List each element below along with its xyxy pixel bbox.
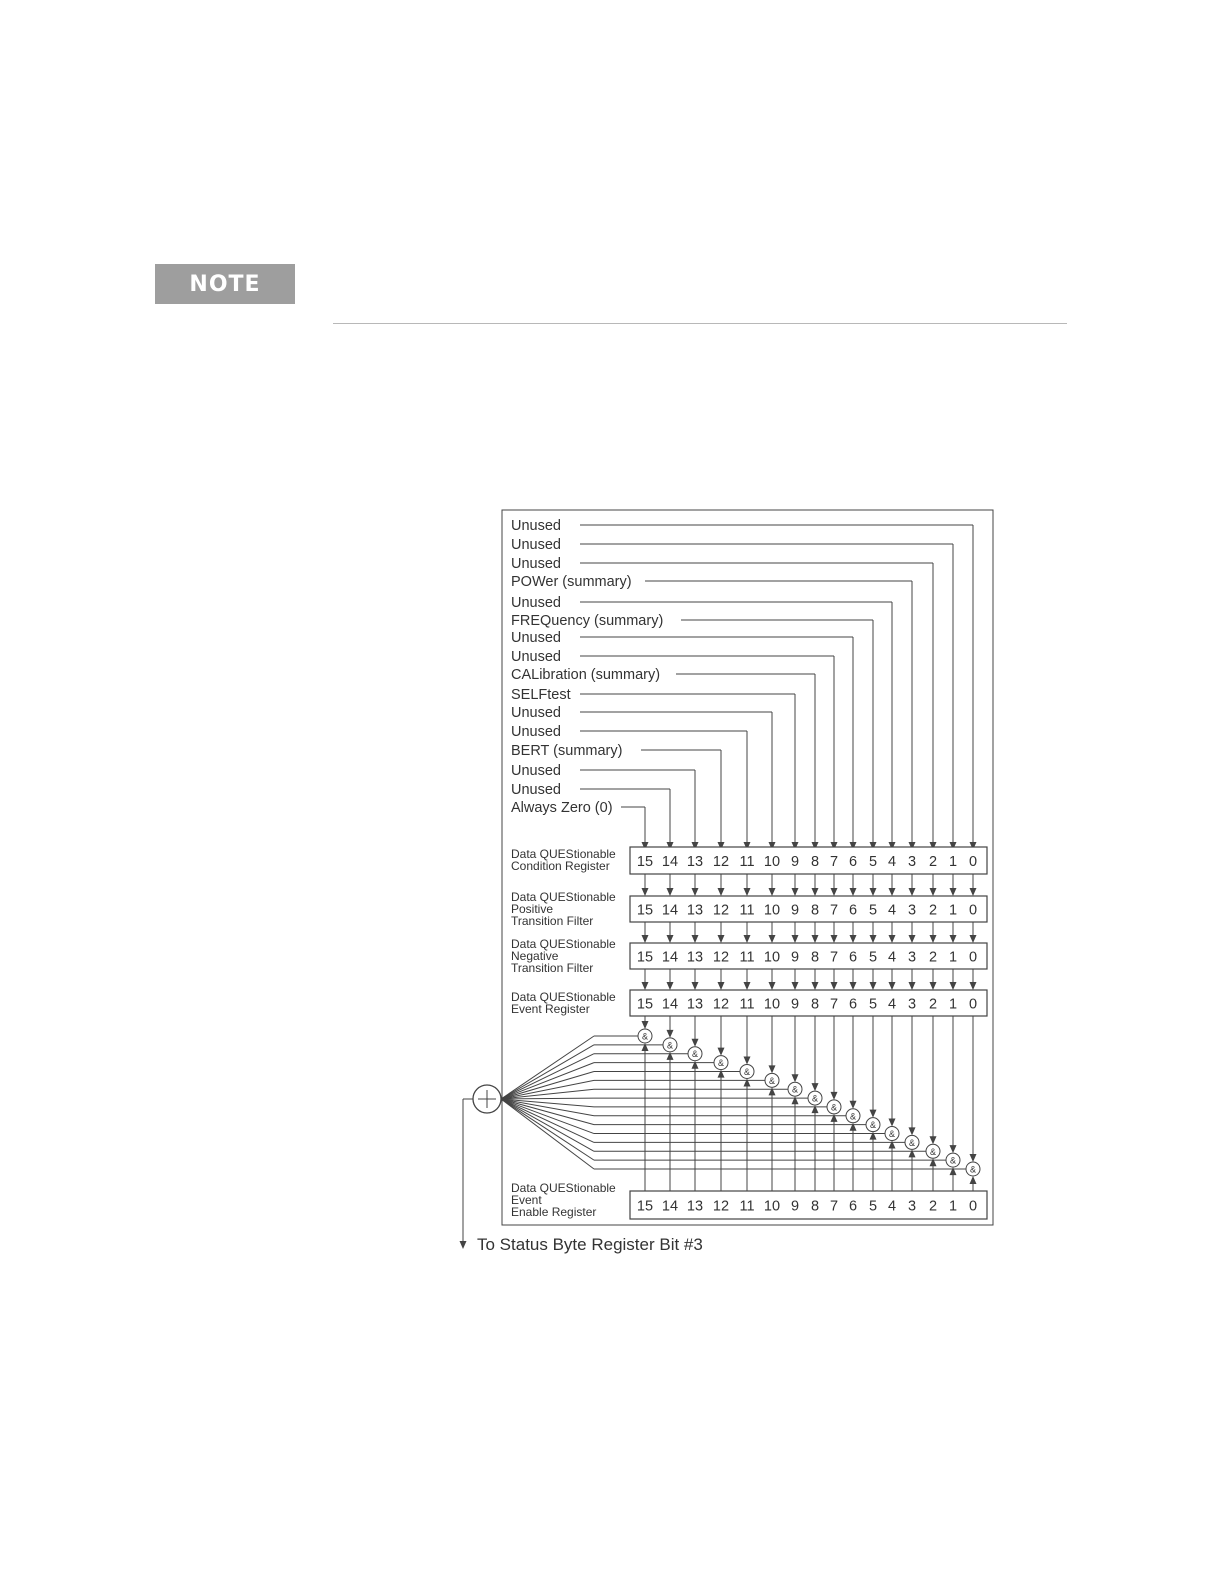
bit-number: 4 (887, 854, 897, 870)
and-gate-symbol: & (641, 1031, 649, 1042)
and-gate-symbol: & (929, 1146, 937, 1157)
bit-number: 11 (739, 902, 755, 919)
input-label: Unused (511, 556, 561, 572)
register-label: Data QUEStionable (511, 890, 616, 904)
input-label: Unused (511, 537, 561, 553)
arrowhead-down (850, 982, 857, 990)
arrowhead-down (667, 1030, 674, 1038)
bit-number: 13 (686, 1198, 704, 1215)
arrowhead-up (812, 1105, 819, 1113)
register-label: Transition Filter (511, 961, 594, 975)
input-label: BERT (summary) (511, 743, 623, 759)
register-label: Data QUEStionable (511, 937, 616, 951)
arrowhead-down (870, 935, 877, 943)
bit-number: 3 (907, 902, 917, 919)
arrowhead-down (792, 935, 799, 943)
bit-number: 6 (848, 902, 858, 919)
fan-in-line (501, 1099, 594, 1134)
arrowhead-down (950, 935, 957, 943)
arrowhead-down (812, 982, 819, 990)
arrowhead-down (831, 1092, 838, 1100)
bit-number: 11 (739, 996, 755, 1013)
and-gate-symbol: & (869, 1120, 877, 1131)
arrowhead-down (909, 982, 916, 990)
arrowhead-down (870, 888, 877, 896)
bit-number: 6 (848, 949, 858, 966)
arrowhead-down (831, 888, 838, 896)
input-label: Unused (511, 649, 561, 665)
arrowhead-down (870, 1110, 877, 1118)
arrowhead-down (642, 982, 649, 990)
bit-number: 5 (868, 996, 878, 1013)
register-label: Positive (511, 902, 554, 916)
input-label: Always Zero (0) (511, 800, 613, 816)
arrowhead-down (870, 982, 877, 990)
bit-number: 4 (887, 949, 897, 966)
arrowhead-up (889, 1141, 896, 1149)
arrowhead-up (870, 1132, 877, 1140)
arrowhead-down (744, 888, 751, 896)
bit-number: 1 (948, 854, 958, 870)
bit-number: 2 (928, 854, 938, 870)
bit-number: 3 (907, 1198, 917, 1215)
and-gate-symbol: & (811, 1093, 819, 1104)
bit-number: 12 (712, 1198, 730, 1215)
arrowhead-down (642, 1021, 649, 1029)
bit-number: 13 (686, 949, 704, 966)
arrowhead-up (792, 1096, 799, 1104)
arrowhead-down (909, 935, 916, 943)
bit-number: 15 (636, 949, 654, 966)
fan-in-line (501, 1099, 594, 1160)
input-label: Unused (511, 630, 561, 646)
fan-in-line (501, 1099, 594, 1151)
and-gate-symbol: & (969, 1164, 977, 1175)
arrowhead-down (831, 982, 838, 990)
bit-number: 2 (928, 996, 938, 1013)
arrowhead-down (909, 1127, 916, 1135)
arrowhead-down (970, 982, 977, 990)
bit-number: 13 (686, 996, 704, 1013)
arrowhead-down (744, 1056, 751, 1064)
arrowhead-up (850, 1123, 857, 1131)
bit-number: 6 (848, 996, 858, 1013)
bit-number: 14 (661, 902, 679, 919)
bit-number: 5 (868, 902, 878, 919)
arrowhead-down (692, 888, 699, 896)
bit-number: 14 (661, 996, 679, 1013)
bit-number: 8 (810, 902, 820, 919)
arrowhead-down (692, 1039, 699, 1047)
bit-number: 8 (810, 1198, 820, 1215)
bit-number: 8 (810, 949, 820, 966)
arrowhead-up (950, 1167, 957, 1175)
bit-number: 15 (636, 996, 654, 1013)
bit-number: 15 (636, 1198, 654, 1215)
arrowhead-down (769, 935, 776, 943)
bit-number: 1 (948, 996, 958, 1013)
bit-number: 14 (661, 1198, 679, 1215)
bit-number: 5 (868, 949, 878, 966)
register-label: Data QUEStionable (511, 847, 616, 861)
arrowhead-down (930, 935, 937, 943)
and-gate-symbol: & (791, 1084, 799, 1095)
bit-number: 4 (887, 902, 897, 919)
arrowhead-down (812, 935, 819, 943)
arrowhead-down (692, 982, 699, 990)
bit-number: 3 (907, 996, 917, 1013)
arrowhead-up (970, 1176, 977, 1184)
arrowhead-down (930, 888, 937, 896)
arrowhead-down (889, 888, 896, 896)
arrowhead-down (667, 888, 674, 896)
bit-number: 11 (739, 949, 755, 966)
arrowhead-up (909, 1149, 916, 1157)
bit-number: 11 (739, 854, 755, 870)
bit-number: 7 (829, 949, 839, 966)
bit-number: 12 (712, 996, 730, 1013)
and-gate-symbol: & (849, 1111, 857, 1122)
input-label: CALibration (summary) (511, 667, 661, 683)
arrowhead-down (970, 935, 977, 943)
input-label: POWer (summary) (511, 574, 632, 590)
register-label: Negative (511, 949, 559, 963)
and-gate-symbol: & (743, 1066, 751, 1077)
and-gate-symbol: & (768, 1075, 776, 1086)
fan-in-line (501, 1098, 594, 1099)
arrowhead-down (642, 888, 649, 896)
arrowhead-down (930, 982, 937, 990)
bit-number: 10 (763, 854, 781, 870)
fan-in-line (501, 1054, 594, 1099)
bit-number: 8 (810, 996, 820, 1013)
arrowhead-down (769, 888, 776, 896)
arrowhead-down (950, 888, 957, 896)
input-label: Unused (511, 724, 561, 740)
bit-number: 12 (712, 902, 730, 919)
fan-in-line (501, 1071, 594, 1099)
bit-number: 10 (763, 996, 781, 1013)
bit-number: 15 (636, 902, 654, 919)
arrowhead-down (909, 888, 916, 896)
arrowhead-down (812, 1083, 819, 1091)
arrowhead-down (642, 935, 649, 943)
bit-number: 12 (712, 854, 730, 870)
bit-number: 13 (686, 902, 704, 919)
bit-number: 10 (763, 949, 781, 966)
register-label: Enable Register (511, 1205, 597, 1219)
arrowhead-down (850, 888, 857, 896)
bit-number: 9 (790, 1198, 800, 1215)
arrowhead-up (831, 1114, 838, 1122)
arrowhead-down (812, 888, 819, 896)
register-label: Condition Register (511, 859, 610, 873)
bit-number: 9 (790, 854, 800, 870)
arrowhead-down (831, 935, 838, 943)
and-gate-symbol: & (908, 1137, 916, 1148)
arrowhead-down (792, 982, 799, 990)
bit-number: 0 (968, 902, 978, 919)
bit-number: 1 (948, 1198, 958, 1215)
arrowhead-down (744, 982, 751, 990)
bit-number: 9 (790, 902, 800, 919)
bit-number: 13 (686, 854, 704, 870)
arrowhead-down (769, 982, 776, 990)
arrowhead-down (850, 1101, 857, 1109)
arrowhead-down (792, 888, 799, 896)
register-label: Transition Filter (511, 914, 594, 928)
register-label: Data QUEStionable (511, 990, 616, 1004)
and-gate-symbol: & (691, 1049, 699, 1060)
bit-number: 0 (968, 1198, 978, 1215)
arrowhead-down (667, 935, 674, 943)
bit-number: 3 (907, 854, 917, 870)
bit-number: 10 (763, 902, 781, 919)
arrowhead-down (718, 888, 725, 896)
bit-number: 12 (712, 949, 730, 966)
bit-number: 8 (810, 854, 820, 870)
arrowhead-down (718, 982, 725, 990)
bit-number: 0 (968, 949, 978, 966)
bit-number: 15 (636, 854, 654, 870)
arrowhead-up (930, 1158, 937, 1166)
bit-number: 2 (928, 902, 938, 919)
bit-number: 7 (829, 854, 839, 870)
arrowhead-up (718, 1070, 725, 1078)
input-label: Unused (511, 595, 561, 611)
arrowhead-down (718, 1048, 725, 1056)
bit-number: 9 (790, 996, 800, 1013)
bit-number: 4 (887, 1198, 897, 1215)
output-label: To Status Byte Register Bit #3 (477, 1235, 703, 1254)
and-gate-symbol: & (717, 1058, 725, 1069)
input-label: Unused (511, 518, 561, 534)
bit-number: 5 (868, 854, 878, 870)
arrowhead-down (970, 888, 977, 896)
and-gate-symbol: & (888, 1129, 896, 1140)
input-label: FREQuency (summary) (511, 613, 664, 629)
input-label: Unused (511, 705, 561, 721)
arrowhead-up (769, 1087, 776, 1095)
bit-number: 9 (790, 949, 800, 966)
register-label: Data QUEStionable (511, 1181, 616, 1195)
arrowhead-down (744, 935, 751, 943)
bit-number: 4 (887, 996, 897, 1013)
arrowhead-up (744, 1078, 751, 1086)
input-label: Unused (511, 763, 561, 779)
bit-number: 10 (763, 1198, 781, 1215)
bit-number: 7 (829, 902, 839, 919)
arrowhead-down (970, 1154, 977, 1162)
output-arrowhead (460, 1241, 467, 1249)
bit-number: 5 (868, 1198, 878, 1215)
register-label: Event Register (511, 1002, 590, 1016)
arrowhead-up (642, 1043, 649, 1051)
arrowhead-down (718, 935, 725, 943)
note-badge: NOTE (155, 264, 295, 304)
bit-number: 1 (948, 902, 958, 919)
arrowhead-up (692, 1061, 699, 1069)
bit-number: 14 (661, 854, 679, 870)
bit-number: 11 (739, 1198, 755, 1215)
input-label: Unused (511, 782, 561, 798)
arrowhead-down (692, 935, 699, 943)
arrowhead-down (950, 982, 957, 990)
arrowhead-down (667, 982, 674, 990)
and-gate-symbol: & (949, 1155, 957, 1166)
arrowhead-down (930, 1136, 937, 1144)
bit-number: 7 (829, 996, 839, 1013)
bit-number: 2 (928, 949, 938, 966)
fan-in-line (501, 1099, 594, 1169)
and-gate-symbol: & (830, 1102, 838, 1113)
bit-number: 1 (948, 949, 958, 966)
bit-number: 0 (968, 996, 978, 1013)
arrowhead-up (667, 1052, 674, 1060)
bit-number: 7 (829, 1198, 839, 1215)
bit-number: 6 (848, 1198, 858, 1215)
arrowhead-down (889, 935, 896, 943)
bit-number: 0 (968, 854, 978, 870)
arrowhead-down (792, 1074, 799, 1082)
bit-number: 14 (661, 949, 679, 966)
arrowhead-down (850, 935, 857, 943)
arrowhead-down (889, 1119, 896, 1127)
bit-number: 3 (907, 949, 917, 966)
input-label: SELFtest (511, 687, 571, 703)
bit-number: 2 (928, 1198, 938, 1215)
arrowhead-down (889, 982, 896, 990)
bit-number: 6 (848, 854, 858, 870)
register-label: Event (511, 1193, 542, 1207)
arrowhead-down (950, 1145, 957, 1153)
and-gate-symbol: & (666, 1040, 674, 1051)
arrowhead-down (769, 1065, 776, 1073)
